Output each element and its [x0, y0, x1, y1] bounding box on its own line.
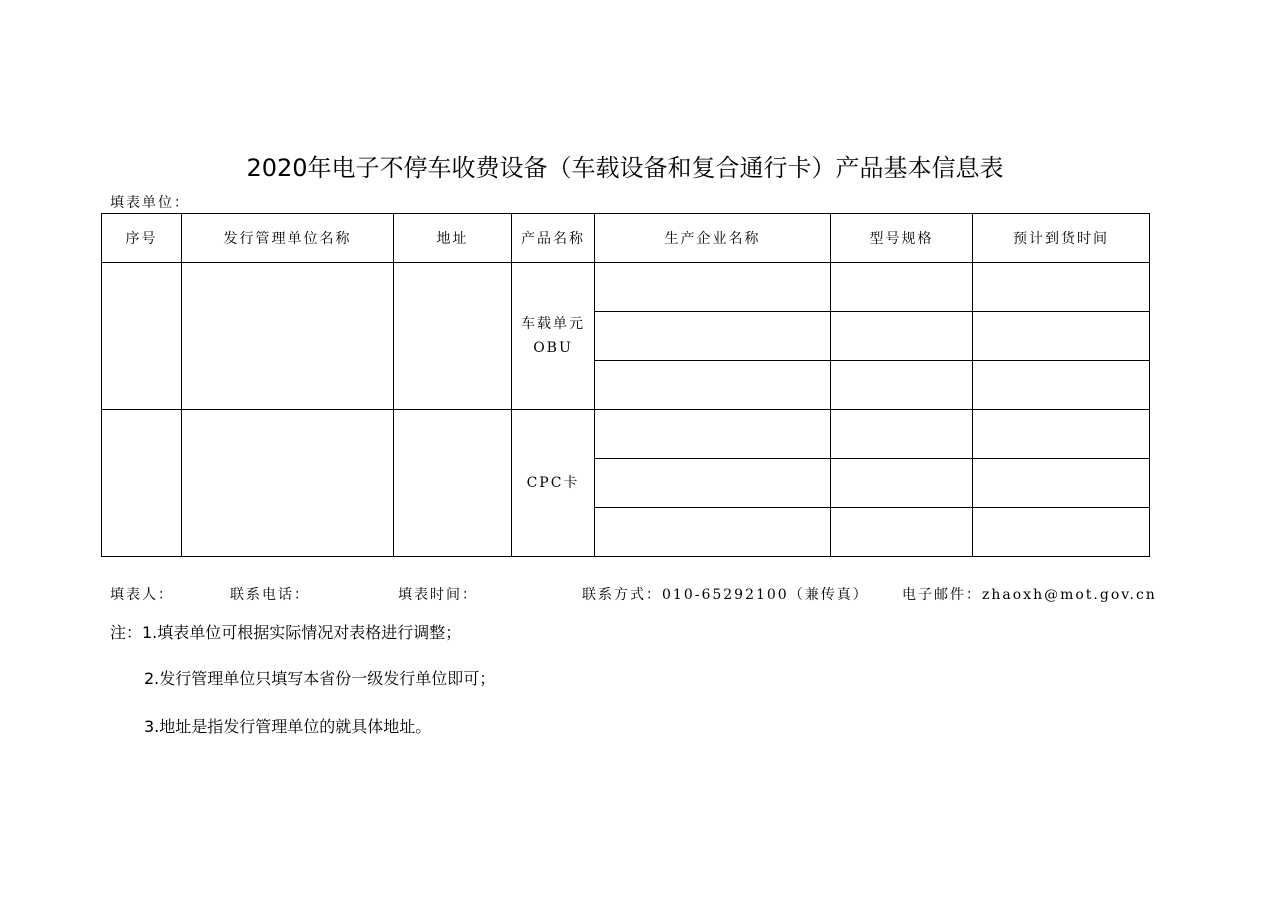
fill-unit-label: 填表单位：	[110, 195, 190, 211]
cell-model[interactable]	[831, 263, 973, 312]
cell-arrival-time[interactable]	[973, 459, 1150, 508]
cell-manufacturer[interactable]	[595, 459, 831, 508]
cell-model[interactable]	[831, 361, 973, 410]
col-header-model: 型号规格	[831, 214, 973, 263]
col-header-manufacturer: 生产企业名称	[595, 214, 831, 263]
cell-address[interactable]	[394, 263, 512, 410]
cell-product-cpc	[512, 410, 595, 557]
note-3: 3.地址是指发行管理单位的就具体地址。	[144, 717, 432, 736]
filler-label: 填表人：	[110, 587, 174, 603]
cell-arrival-time[interactable]	[973, 361, 1150, 410]
product-name-line: 车载单元	[521, 316, 585, 332]
cell-index[interactable]	[102, 410, 182, 557]
col-header-address: 地址	[394, 214, 512, 263]
cell-arrival-time[interactable]	[973, 263, 1150, 312]
cell-address[interactable]	[394, 410, 512, 557]
email-info: 电子邮件：zhaoxh@mot.gov.cn	[902, 587, 1157, 603]
table-row	[102, 410, 1150, 459]
cell-product-obu	[512, 263, 595, 410]
cell-model[interactable]	[831, 459, 973, 508]
page-title: 2020年电子不停车收费设备（车载设备和复合通行卡）产品基本信息表	[246, 154, 1004, 182]
cell-manufacturer[interactable]	[595, 263, 831, 312]
product-name-line: CPC卡	[526, 475, 580, 491]
cell-issuer[interactable]	[182, 410, 394, 557]
note-1: 注：1.填表单位可根据实际情况对表格进行调整；	[110, 623, 462, 642]
cell-model[interactable]	[831, 508, 973, 557]
cell-manufacturer[interactable]	[595, 508, 831, 557]
product-name-line: OBU	[533, 340, 573, 356]
cell-arrival-time[interactable]	[973, 312, 1150, 361]
table-row	[102, 263, 1150, 312]
col-header-product: 产品名称	[512, 214, 595, 263]
col-header-arrival-time: 预计到货时间	[973, 214, 1150, 263]
contact-info: 联系方式：010-65292100（兼传真）	[582, 587, 869, 603]
header-row	[102, 214, 1150, 263]
phone-label: 联系电话：	[230, 587, 310, 603]
fill-time-label: 填表时间：	[398, 587, 478, 603]
cell-index[interactable]	[102, 263, 182, 410]
cell-arrival-time[interactable]	[973, 410, 1150, 459]
col-header-index: 序号	[102, 214, 182, 263]
col-header-issuer: 发行管理单位名称	[182, 214, 394, 263]
note-2: 2.发行管理单位只填写本省份一级发行单位即可；	[144, 669, 496, 688]
cell-model[interactable]	[831, 410, 973, 459]
cell-model[interactable]	[831, 312, 973, 361]
cell-manufacturer[interactable]	[595, 312, 831, 361]
cell-manufacturer[interactable]	[595, 410, 831, 459]
cell-manufacturer[interactable]	[595, 361, 831, 410]
cell-arrival-time[interactable]	[973, 508, 1150, 557]
cell-issuer[interactable]	[182, 263, 394, 410]
info-table	[101, 213, 1150, 557]
